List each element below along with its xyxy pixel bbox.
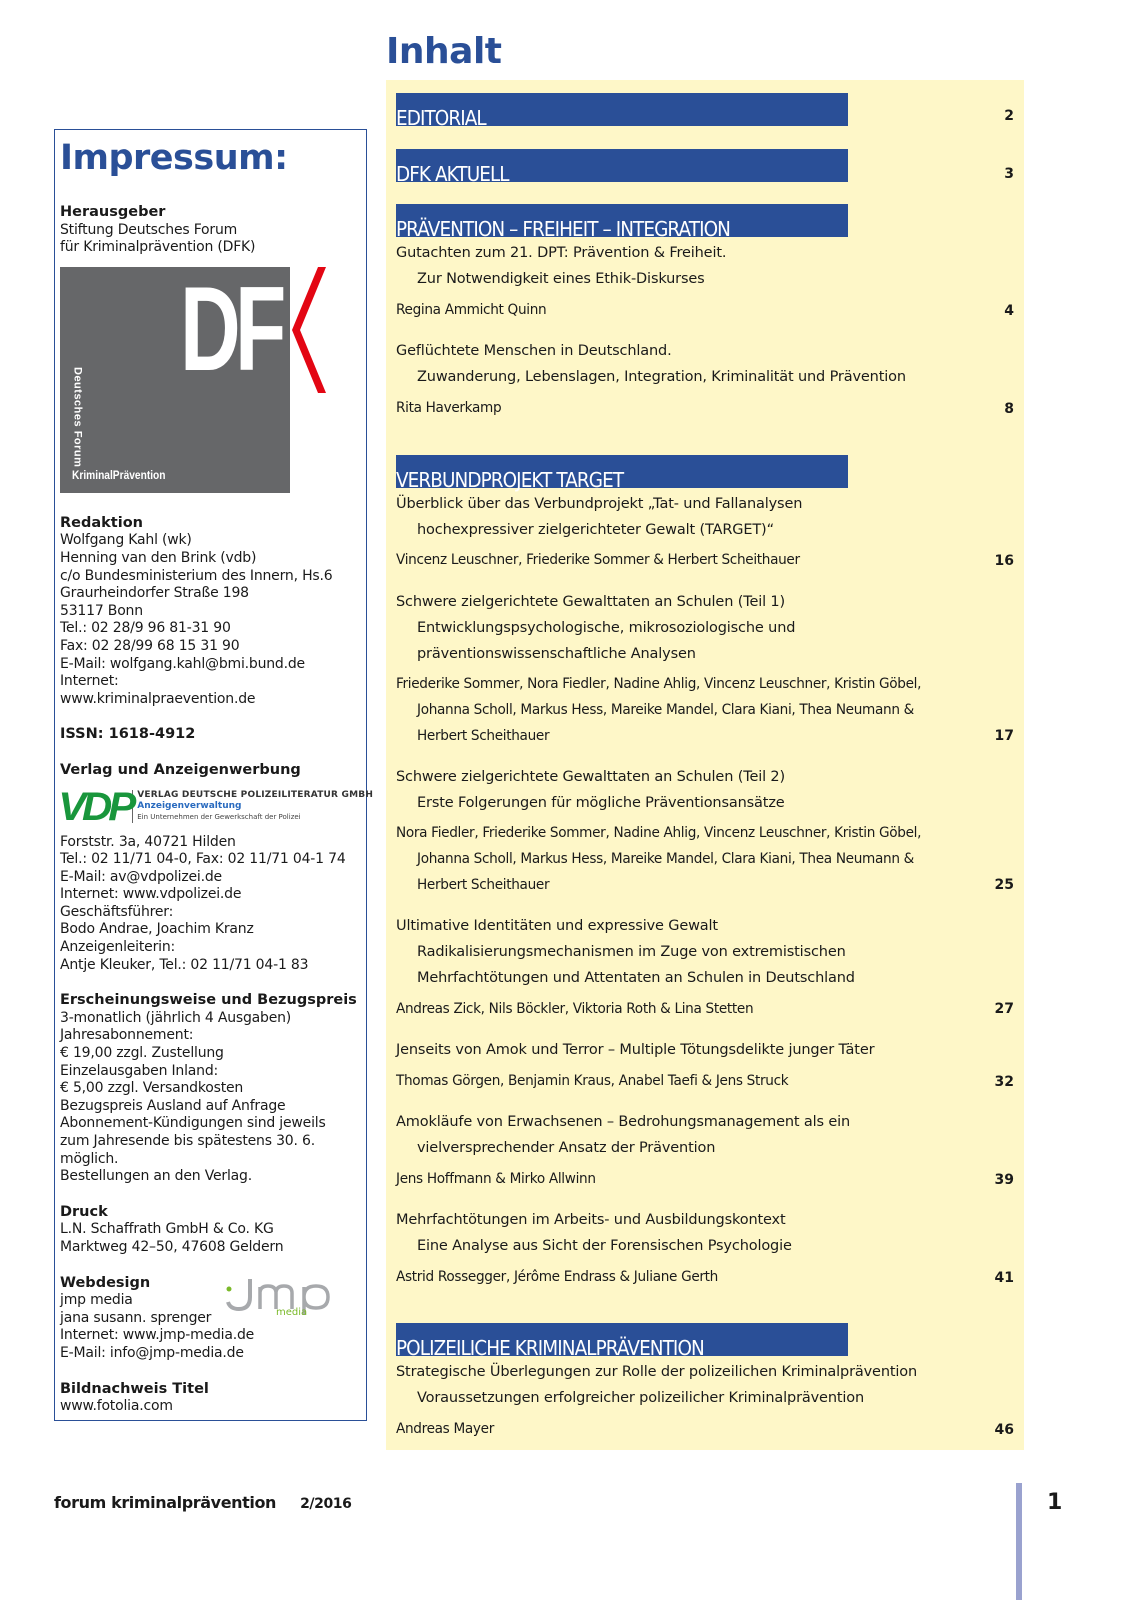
article-title[interactable]: Gutachten zum 21. DPT: Prävention & Freiheit. bbox=[396, 245, 727, 261]
herausgeber-line: Stiftung Deutsches Forum bbox=[60, 221, 238, 238]
article-authors: Rita Haverkamp bbox=[396, 400, 502, 416]
section-label: PRÄVENTION – FREIHEIT – INTEGRATION bbox=[396, 217, 731, 241]
redaktion-line: c/o Bundesministerium des Innern, Hs.6 bbox=[60, 567, 333, 584]
verlag-line: Antje Kleuker, Tel.: 02 11/71 04-1 83 bbox=[60, 956, 309, 973]
section-band-dfk-aktuell[interactable] bbox=[396, 149, 848, 186]
redaktion-line: Internet: bbox=[60, 673, 119, 690]
redaktion-line: Graurheindorfer Straße 198 bbox=[60, 585, 249, 602]
page-number: 41 bbox=[994, 1270, 1014, 1286]
section-band-verbundprojekt-target[interactable] bbox=[396, 455, 848, 492]
redaktion-line: Henning van den Brink (vdb) bbox=[60, 549, 257, 566]
webdesign-section bbox=[60, 1275, 361, 1363]
vdp-logo-mark: VDP bbox=[58, 784, 133, 829]
article-authors: Herbert Scheithauer bbox=[417, 728, 550, 744]
issn-number: ISSN: 1618-4912 bbox=[60, 726, 196, 743]
issue-number: 2/2016 bbox=[300, 1496, 352, 1512]
webdesign-line: jana susann. sprenger bbox=[60, 1309, 212, 1326]
article-title[interactable]: Strategische Überlegungen zur Rolle der polizeilichen Kriminalprävention bbox=[396, 1364, 918, 1380]
article-title[interactable]: Mehrfachtötungen im Arbeits- und Ausbildungskontext bbox=[396, 1212, 786, 1228]
section-label: DFK AKTUELL bbox=[396, 162, 509, 186]
vdp-logo-text bbox=[132, 790, 373, 823]
verlag-email[interactable]: E-Mail: av@vdpolizei.de bbox=[60, 868, 222, 885]
webdesign-line: jmp media bbox=[60, 1292, 133, 1309]
verlag-section bbox=[58, 761, 374, 974]
article-subtitle: Mehrfachtötungen und Attentaten an Schulen in Deutschland bbox=[417, 970, 855, 986]
article-authors: Thomas Görgen, Benjamin Kraus, Anabel Taefi & Jens Struck bbox=[396, 1073, 789, 1089]
erscheinung-line: Bezugspreis Ausland auf Anfrage bbox=[60, 1097, 286, 1114]
webdesign-email[interactable]: E-Mail: info@jmp-media.de bbox=[60, 1344, 244, 1361]
article-authors: Andreas Mayer bbox=[396, 1421, 494, 1437]
bildnachweis-section bbox=[60, 1381, 361, 1416]
vdp-logo bbox=[58, 784, 374, 829]
redaktion-line: Fax: 02 28/99 68 15 31 90 bbox=[60, 637, 240, 654]
article-title[interactable]: Überblick über das Verbundprojekt „Tat- und Fallanalysen bbox=[396, 496, 803, 512]
herausgeber-line: für Kriminalprävention (DFK) bbox=[60, 239, 256, 256]
article-subtitle: hochexpressiver zielgerichteter Gewalt (TARGET)“ bbox=[417, 522, 774, 538]
article-subtitle: Entwicklungspsychologische, mikrosoziologische und bbox=[417, 620, 796, 636]
article-subtitle: vielversprechender Ansatz der Prävention bbox=[417, 1140, 716, 1156]
vdp-logo-line1: VERLAG DEUTSCHE POLIZEILITERATUR GMBH bbox=[137, 790, 374, 800]
verlag-line: Geschäftsführer: bbox=[60, 903, 174, 920]
page-number: 39 bbox=[994, 1172, 1014, 1188]
page-number: 27 bbox=[994, 1001, 1014, 1017]
verlag-line: Forststr. 3a, 40721 Hilden bbox=[60, 833, 236, 850]
article-subtitle: Erste Folgerungen für mögliche Präventionsansätze bbox=[417, 795, 785, 811]
page-number: 8 bbox=[1004, 401, 1014, 417]
article-title[interactable]: Geflüchtete Menschen in Deutschland. bbox=[396, 343, 672, 359]
article-title[interactable]: Schwere zielgerichtete Gewalttaten an Schulen (Teil 2) bbox=[396, 769, 786, 785]
herausgeber-heading: Herausgeber bbox=[60, 204, 166, 220]
redaktion-line: Tel.: 02 28/9 96 81-31 90 bbox=[60, 620, 231, 637]
erscheinung-line: zum Jahresende bis spätestens 30. 6. bbox=[60, 1133, 315, 1149]
article-authors: Friederike Sommer, Nora Fiedler, Nadine Ahlig, Vincenz Leuschner, Kristin Göbel, bbox=[396, 676, 922, 692]
bildnachweis-heading: Bildnachweis Titel bbox=[60, 1380, 209, 1397]
webdesign-website-link[interactable]: Internet: www.jmp-media.de bbox=[60, 1327, 255, 1344]
publication-name: forum kriminalprävention bbox=[54, 1493, 277, 1512]
erscheinung-section bbox=[60, 992, 361, 1186]
dfk-logo bbox=[60, 261, 290, 493]
article-authors: Johanna Scholl, Markus Hess, Mareike Mandel, Clara Kiani, Thea Neumann & bbox=[417, 702, 914, 718]
footer-publication bbox=[54, 1493, 351, 1512]
druck-heading: Druck bbox=[60, 1203, 108, 1220]
article-title[interactable]: Schwere zielgerichtete Gewalttaten an Schulen (Teil 1) bbox=[396, 594, 786, 610]
redaktion-section bbox=[60, 515, 361, 709]
page-number: 2 bbox=[1004, 108, 1014, 124]
herausgeber-section bbox=[60, 204, 361, 257]
footer-page-number: 1 bbox=[1047, 1490, 1063, 1515]
bildnachweis-link[interactable]: www.fotolia.com bbox=[60, 1398, 173, 1415]
erscheinung-line: € 5,00 zzgl. Versandkosten bbox=[60, 1080, 244, 1097]
erscheinung-line: Einzelausgaben Inland: bbox=[60, 1062, 219, 1079]
section-label: EDITORIAL bbox=[396, 106, 486, 130]
impressum-title: Impressum: bbox=[60, 138, 288, 178]
article-authors: Vincenz Leuschner, Friederike Sommer & Herbert Scheithauer bbox=[396, 552, 800, 568]
article-subtitle: Radikalisierungsmechanismen im Zuge von extremistischen bbox=[417, 944, 846, 960]
table-of-contents bbox=[386, 80, 1024, 1450]
section-label: POLIZEILICHE KRIMINALPRÄVENTION bbox=[396, 1336, 704, 1360]
jmp-logo-sub: media bbox=[276, 1306, 308, 1315]
issn-section bbox=[60, 726, 361, 744]
section-label: VERBUNDPROJEKT TARGET bbox=[396, 468, 624, 492]
article-subtitle: Zuwanderung, Lebenslagen, Integration, Kriminalität und Prävention bbox=[417, 369, 906, 385]
verlag-website-link[interactable]: Internet: www.vdpolizei.de bbox=[60, 886, 242, 903]
redaktion-line: Wolfgang Kahl (wk) bbox=[60, 532, 192, 549]
erscheinung-line: möglich. bbox=[60, 1150, 119, 1167]
erscheinung-line: € 19,00 zzgl. Zustellung bbox=[60, 1045, 224, 1062]
webdesign-heading: Webdesign bbox=[60, 1274, 151, 1291]
erscheinung-line: 3-monatlich (jährlich 4 Ausgaben) bbox=[60, 1009, 292, 1026]
article-authors: Astrid Rossegger, Jérôme Endrass & Juliane Gerth bbox=[396, 1269, 718, 1285]
page-number: 25 bbox=[994, 877, 1014, 893]
article-title[interactable]: Jenseits von Amok und Terror – Multiple Tötungsdelikte junger Täter bbox=[396, 1042, 875, 1058]
dfk-logo-letters: DF bbox=[180, 261, 281, 396]
article-authors: Andreas Zick, Nils Böckler, Viktoria Roth & Lina Stetten bbox=[396, 1001, 754, 1017]
page-number: 16 bbox=[994, 553, 1014, 569]
section-band-editorial[interactable] bbox=[396, 93, 848, 130]
druck-line: L.N. Schaffrath GmbH & Co. KG bbox=[60, 1221, 274, 1238]
article-authors: Herbert Scheithauer bbox=[417, 877, 550, 893]
page-number: 46 bbox=[994, 1422, 1014, 1438]
erscheinung-heading: Erscheinungsweise und Bezugspreis bbox=[60, 992, 357, 1009]
article-subtitle: Eine Analyse aus Sicht der Forensischen Psychologie bbox=[417, 1238, 792, 1254]
impressum-box bbox=[54, 129, 374, 1421]
vdp-logo-line2: Anzeigenverwaltung bbox=[137, 801, 242, 811]
inhalt-title: Inhalt bbox=[386, 31, 502, 72]
druck-line: Marktweg 42–50, 47608 Geldern bbox=[60, 1238, 284, 1255]
dfk-k-chevron-icon bbox=[288, 267, 326, 393]
erscheinung-line: Jahresabonnement: bbox=[60, 1027, 194, 1044]
page-number: 32 bbox=[994, 1074, 1014, 1090]
jmp-media-logo bbox=[224, 1275, 344, 1315]
article-subtitle: Voraussetzungen erfolgreicher polizeilicher Kriminalprävention bbox=[417, 1390, 865, 1406]
footer-divider-bar bbox=[1016, 1483, 1022, 1600]
article-title[interactable]: Amokläufe von Erwachsenen – Bedrohungsmanagement als ein bbox=[396, 1114, 851, 1130]
article-authors: Jens Hoffmann & Mirko Allwinn bbox=[396, 1171, 596, 1187]
section-band-polizeiliche-kriminalpraevention[interactable] bbox=[396, 1323, 848, 1360]
page-number: 17 bbox=[994, 728, 1014, 744]
page-number: 4 bbox=[1004, 303, 1014, 319]
erscheinung-line: Bestellungen an den Verlag. bbox=[60, 1168, 252, 1185]
article-authors: Johanna Scholl, Markus Hess, Mareike Mandel, Clara Kiani, Thea Neumann & bbox=[417, 851, 914, 867]
redaktion-website-link[interactable]: www.kriminalpraevention.de bbox=[60, 690, 256, 707]
vdp-logo-line3: Ein Unternehmen der Gewerkschaft der Polizei bbox=[137, 813, 301, 821]
dfk-logo-bottom-text: KriminalPrävention bbox=[72, 468, 166, 483]
verlag-heading: Verlag und Anzeigenwerbung bbox=[60, 761, 301, 778]
section-band-praevention[interactable] bbox=[396, 204, 848, 241]
verlag-line: Anzeigenleiterin: bbox=[60, 939, 176, 956]
article-authors: Nora Fiedler, Friederike Sommer, Nadine Ahlig, Vincenz Leuschner, Kristin Göbel, bbox=[396, 825, 922, 841]
dfk-logo-vertical-text: Deutsches Forum bbox=[71, 366, 84, 468]
redaktion-heading: Redaktion bbox=[60, 514, 143, 531]
erscheinung-line: Abonnement-Kündigungen sind jeweils bbox=[60, 1115, 326, 1132]
redaktion-email[interactable]: E-Mail: wolfgang.kahl@bmi.bund.de bbox=[60, 655, 305, 672]
page-number: 3 bbox=[1004, 166, 1014, 182]
verlag-line: Bodo Andrae, Joachim Kranz bbox=[60, 921, 254, 938]
article-authors: Regina Ammicht Quinn bbox=[396, 302, 547, 318]
druck-section bbox=[60, 1204, 361, 1257]
article-title[interactable]: Ultimative Identitäten und expressive Gewalt bbox=[396, 918, 718, 934]
redaktion-line: 53117 Bonn bbox=[60, 602, 143, 619]
article-subtitle: Zur Notwendigkeit eines Ethik-Diskurses bbox=[417, 271, 705, 287]
article-subtitle: präventionswissenschaftliche Analysen bbox=[417, 646, 696, 662]
verlag-line: Tel.: 02 11/71 04-0, Fax: 02 11/71 04-1 74 bbox=[60, 851, 346, 868]
